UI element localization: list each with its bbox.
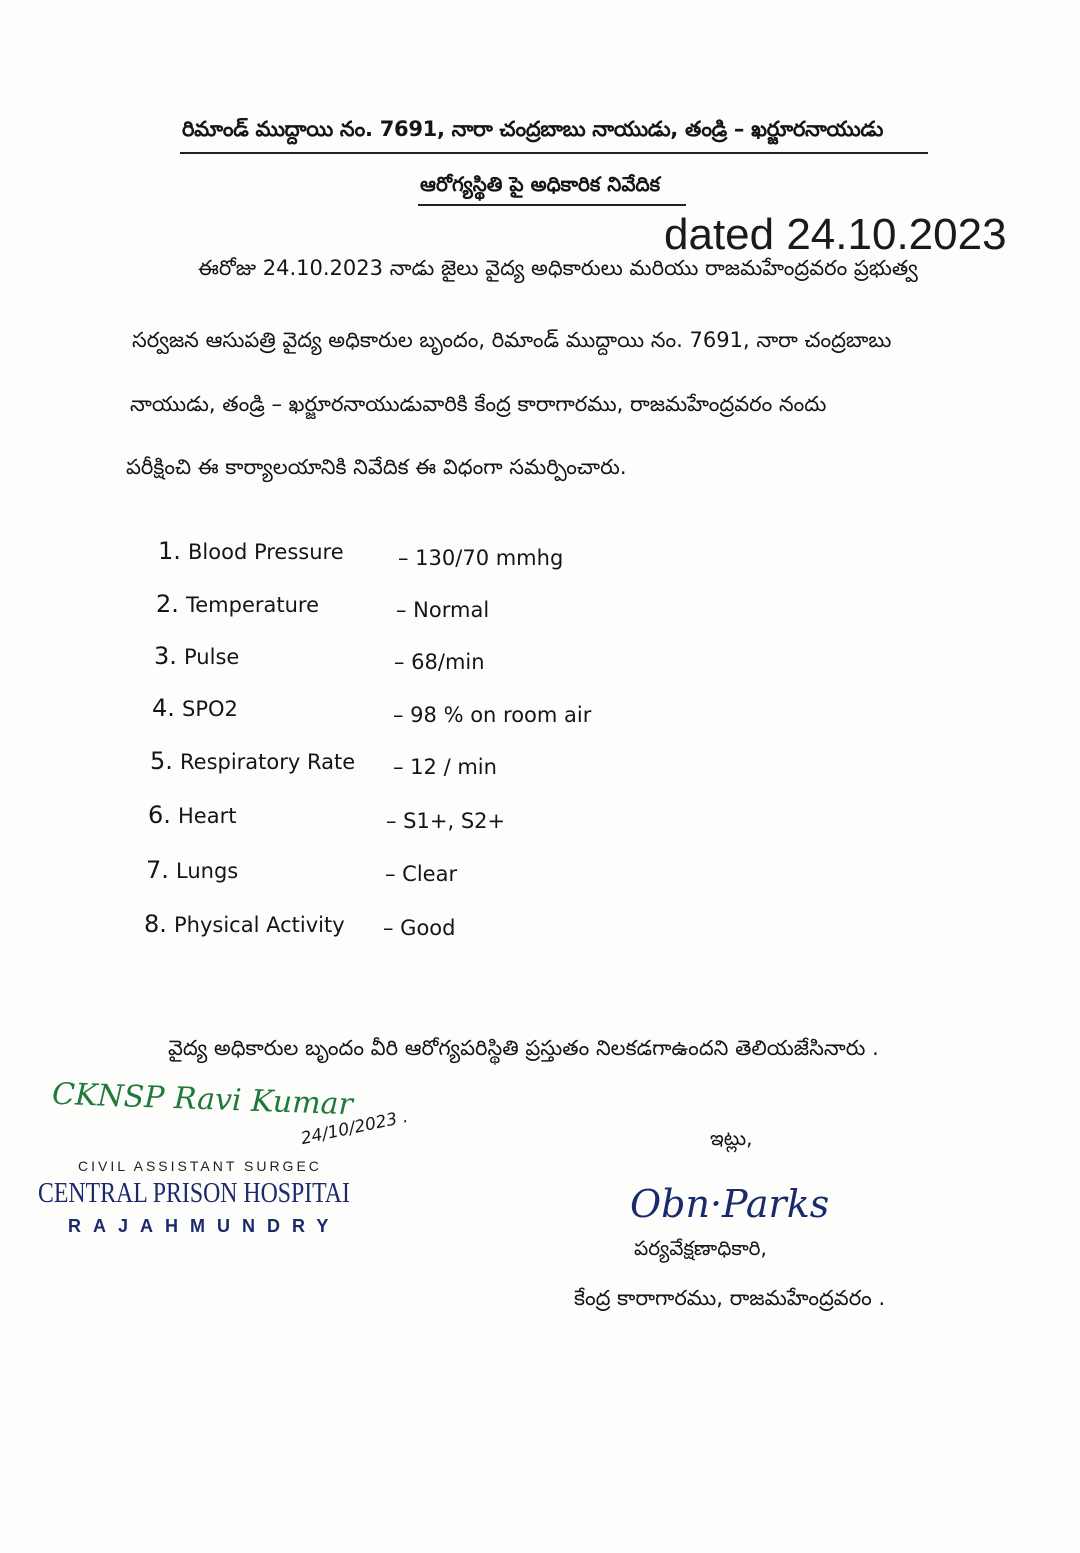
superintendent-designation: పర్యవేక్షణాధికారి, <box>634 1236 767 1260</box>
document-title: రిమాండ్ ముద్దాయి నం. 7691, నారా చంద్రబాబు నాయుడు, తండ్రి – ఖర్జూరనాయుడు <box>182 117 884 141</box>
signature-date: 24/10/2023 . <box>299 1106 410 1150</box>
vitals-value: – Normal <box>396 598 490 622</box>
stamp-designation: CIVIL ASSISTANT SURGEC <box>78 1158 322 1174</box>
vitals-number: 5. <box>150 747 173 775</box>
vitals-label: Pulse <box>184 645 240 669</box>
superintendent-office: కేంద్ర కారాగారము, రాజమహేంద్రవరం . <box>574 1286 886 1310</box>
vitals-label: Heart <box>178 804 237 828</box>
stamp-hospital: CENTRAL PRISON HOSPITAI <box>38 1178 350 1209</box>
vitals-item <box>150 747 355 775</box>
superintendent-signature: Obn·Parks <box>630 1182 830 1226</box>
vitals-item <box>148 801 236 829</box>
vitals-number: 1. <box>158 537 181 565</box>
vitals-item <box>154 642 239 670</box>
body-line-2: సర్వజన ఆసుపత్రి వైద్య అధికారుల బృందం, రిమాండ్ ముద్దాయి నం. 7691, నారా చంద్రబాబు <box>132 328 892 352</box>
vitals-number: 6. <box>148 801 171 829</box>
document-subtitle: ఆరోగ్యస్థితి పై అధికారిక నివేదిక <box>420 172 661 196</box>
body-line-3: నాయుడు, తండ్రి – ఖర్జూరనాయుడువారికి కేంద్ర కారాగారము, రాజమహేంద్రవరం నందు <box>130 392 827 416</box>
vitals-item <box>158 537 344 565</box>
vitals-number: 2. <box>156 590 179 618</box>
vitals-item <box>144 910 345 938</box>
vitals-value: – 68/min <box>394 650 485 674</box>
vitals-label: Physical Activity <box>174 913 345 937</box>
vitals-number: 8. <box>144 910 167 938</box>
vitals-value: – 130/70 mmhg <box>398 546 564 570</box>
vitals-value: – S1+, S2+ <box>386 809 506 833</box>
vitals-item <box>156 590 319 618</box>
vitals-number: 3. <box>154 642 177 670</box>
vitals-label: Blood Pressure <box>188 540 344 564</box>
vitals-value: – 98 % on room air <box>393 703 592 727</box>
vitals-value: – 12 / min <box>393 755 497 779</box>
subtitle-underline <box>418 204 686 206</box>
vitals-item <box>152 694 238 722</box>
medical-officer-signature: CKNSP Ravi Kumar <box>51 1076 354 1123</box>
vitals-label: Respiratory Rate <box>180 750 356 774</box>
body-line-4: పరీక్షించి ఈ కార్యాలయానికి నివేదిక ఈ విధంగా సమర్పించారు. <box>126 455 627 479</box>
vitals-number: 4. <box>152 694 175 722</box>
vitals-label: SPO2 <box>182 697 238 721</box>
vitals-label: Lungs <box>176 859 239 883</box>
dated-annotation: dated 24.10.2023 <box>664 210 1007 259</box>
body-line-1: ఈరోజు 24.10.2023 నాడు జైలు వైద్య అధికారులు మరియు రాజమహేంద్రవరం ప్రభుత్వ <box>198 256 918 280</box>
closing-statement: వైద్య అధికారుల బృందం వీరి ఆరోగ్యపరిస్థితి ప్రస్తుతం నిలకడగాఉందని తెలియజేసినారు . <box>168 1036 879 1060</box>
vitals-item <box>146 856 238 884</box>
title-underline <box>180 152 928 154</box>
stamp-city: RAJAHMUNDRY <box>68 1216 341 1236</box>
vitals-value: – Clear <box>385 862 458 886</box>
yours-faithfully: ఇట్లు, <box>710 1126 753 1150</box>
vitals-number: 7. <box>146 856 169 884</box>
vitals-value: – Good <box>383 916 456 940</box>
vitals-label: Temperature <box>186 593 320 617</box>
